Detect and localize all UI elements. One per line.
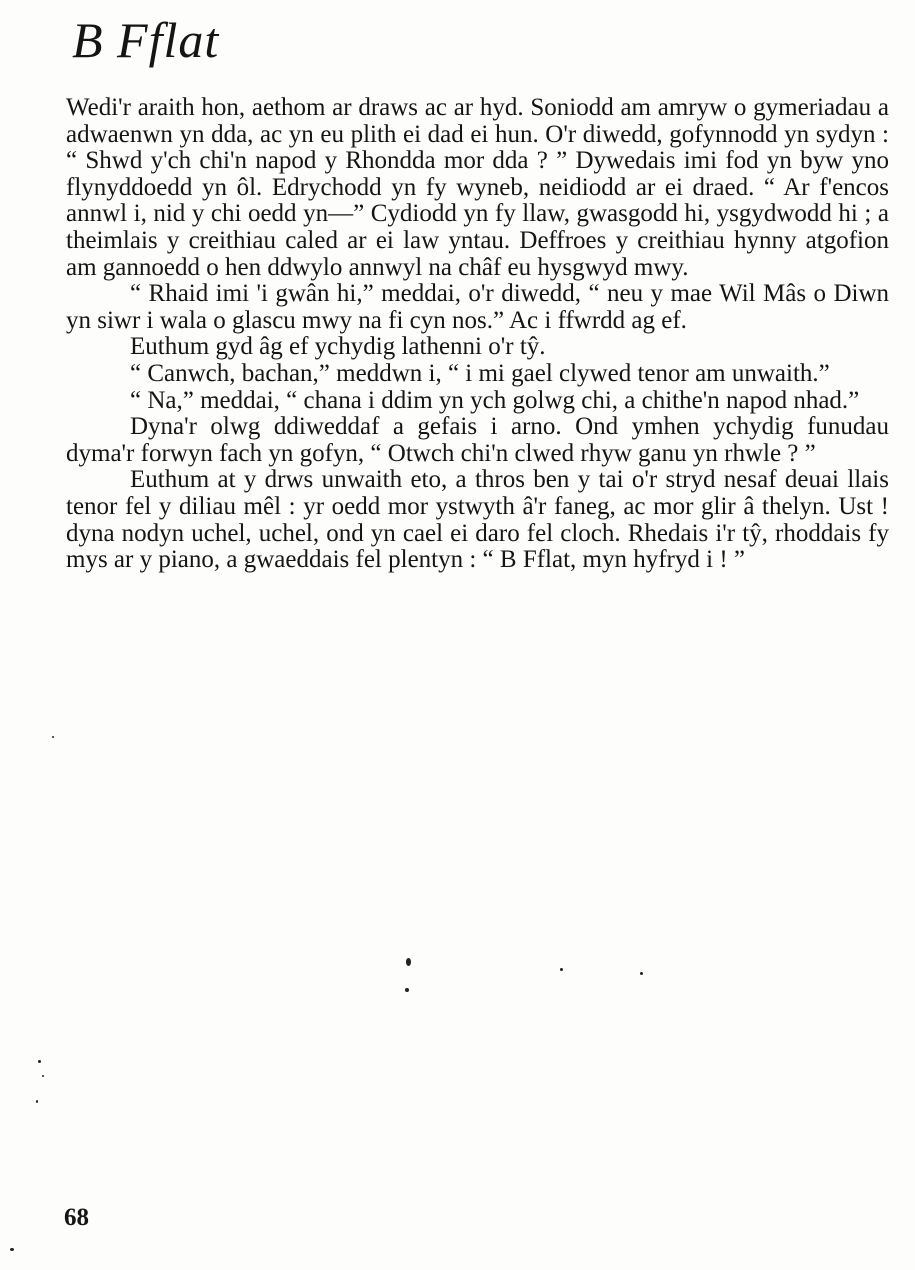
scan-speck bbox=[52, 736, 54, 738]
paragraph-5: “ Na,” meddai, “ chana i ddim yn ych golwg chi, a chithe'n napod nhad.” bbox=[130, 386, 860, 414]
scan-speck bbox=[42, 1075, 44, 1077]
page-number: 68 bbox=[64, 1204, 89, 1231]
scan-speck bbox=[405, 988, 409, 992]
body-text bbox=[66, 95, 889, 574]
scan-speck bbox=[406, 958, 411, 966]
paragraph-3: Euthum gyd âg ef ychydig lathenni o'r tŷ. bbox=[130, 333, 546, 361]
scan-speck bbox=[640, 972, 643, 975]
paragraph-6: Dyna'r olwg ddiweddaf a gefais i arno. Ond ymhen ychydig funudau dyma'r forwyn fach yn gofyn, “ Otwch chi'n clwed rhyw ganu yn rhwle ? ” bbox=[66, 413, 889, 467]
page-title: B Fflat bbox=[72, 12, 220, 68]
scan-speck bbox=[560, 968, 563, 971]
scan-speck bbox=[38, 1060, 41, 1063]
paragraph-4: “ Canwch, bachan,” meddwn i, “ i mi gael clywed tenor am unwaith.” bbox=[130, 359, 830, 387]
scan-speck bbox=[36, 1100, 38, 1103]
paragraph-1: Wedi'r araith hon, aethom ar draws ac ar hyd. Soniodd am amryw o gymeriadau a adwaenwn yn dda, ac yn eu plith ei dad ei hun. O'r diwedd, gofynnodd yn sydyn : “ Shwd y'ch chi'n napod y Rhondda mor dda ? ” Dywedais imi fod yn byw yno flynyddoedd yn ôl. Edrychodd yn fy wyneb, neidiodd ar ei draed. “ Ar f'encos annwl i, nid y chi oedd yn—” Cydiodd yn fy llaw, gwasgodd hi, ysgydwodd hi ; a theimlais y creithiau caled ar ei law yntau. Deffroes y creithiau hynny atgofion am gannoedd o hen ddwylo annwyl na châf eu hysgwyd mwy. bbox=[66, 94, 889, 281]
paragraph-2: “ Rhaid imi 'i gwân hi,” meddai, o'r diwedd, “ neu y mae Wil Mâs o Diwn yn siwr i wala o glascu mwy na fi cyn nos.” Ac i ffwrdd ag ef. bbox=[66, 280, 889, 334]
scan-speck bbox=[10, 1248, 14, 1251]
paragraph-7: Euthum at y drws unwaith eto, a thros ben y tai o'r stryd nesaf deuai llais tenor fel y diliau mêl : yr oedd mor ystwyth â'r faneg, ac mor glir â thelyn. Ust ! dyna nodyn uchel, uchel, ond yn cael ei daro fel cloch. Rhedais i'r tŷ, rhoddais fy mys ar y piano, a gwaeddais fel plentyn : “ B Fflat, myn hyfryd i ! ” bbox=[66, 466, 889, 574]
